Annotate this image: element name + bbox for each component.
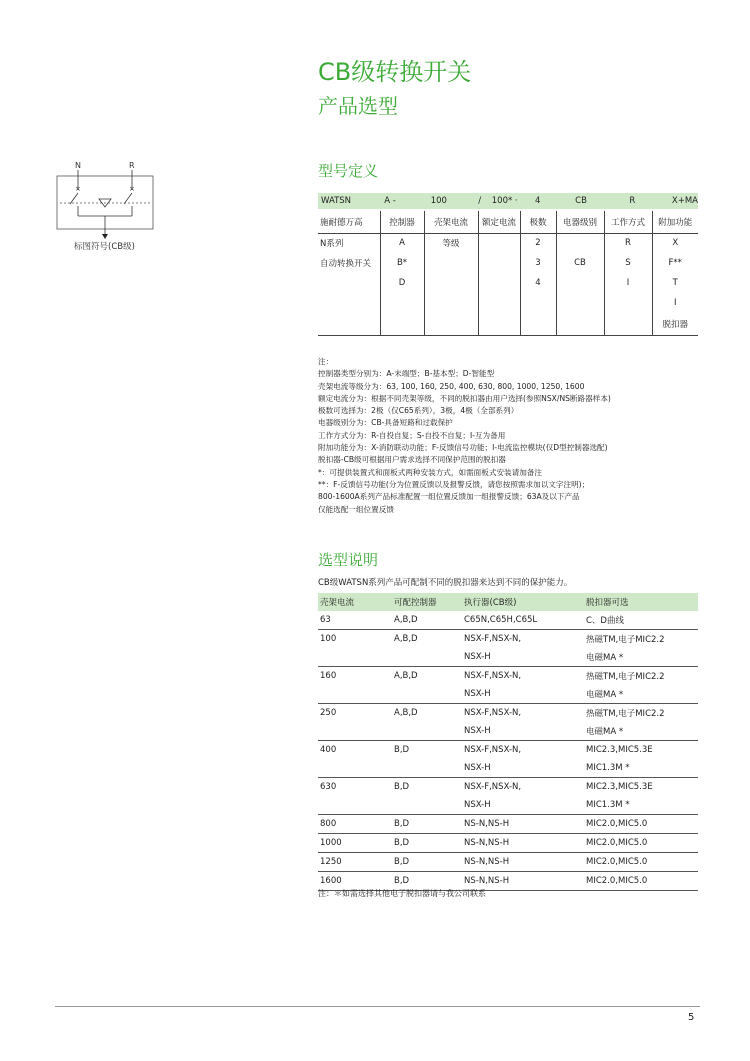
table-cell: A,B,D [392,611,462,630]
table-row [318,778,698,797]
model-cell [318,273,380,293]
model-cell [520,293,556,313]
code-cell: X+MA [664,193,698,209]
model-cell [380,313,424,335]
table-cell: MIC2.3,MIC5.3E [586,745,653,755]
code-cell: CB [565,193,617,209]
selection-header-row [318,593,698,611]
table-cell: A,B,D [394,671,418,681]
model-label: 施耐德万高 [318,211,380,233]
table-cell: 1250 [318,853,392,872]
note-line: *：可提供装置式和面板式两种安装方式，如需面板式安装请加备注 [318,467,543,477]
table-cell: B,D [392,853,462,872]
table-cell: A,B,D [394,634,418,644]
table-cell: NSX-F,NSX-N, [464,634,522,644]
table-cell: NS-N,NS-H [462,872,584,891]
model-label-row [318,211,698,233]
table-cell: NSX-H [462,759,584,778]
model-label: 极数 [520,211,556,233]
table-cell: 630 [320,782,337,792]
table-row [318,815,698,834]
model-code-row [318,193,698,209]
table-cell [392,759,462,778]
model-cell: B* [380,253,424,273]
table-cell [392,796,462,815]
table-row [318,834,698,853]
model-label: 控制器 [380,211,424,233]
table-cell: MIC1.3M * [584,759,698,778]
table-cell [392,722,462,741]
model-cell [424,273,478,293]
table-row [318,722,698,741]
model-cell: T [652,273,698,293]
selection-intro: CB级WATSN系列产品可配制不同的脱扣器来达到不同的保护能力。 [318,578,573,588]
code-cell: WATSN [318,193,381,209]
model-row [318,293,698,313]
column-header: 脱扣器可选 [584,593,698,611]
note-line: 附加功能分为：X-消防联动功能；F-反馈信号功能；I-电流监控模块(仅D型控制器选配) [318,443,608,453]
note-line: 800-1600A系列产品标准配置一组位置反馈加一组报警反馈；63A及以下产品 [318,492,580,502]
model-cell [478,313,520,335]
table-cell: NS-N,NS-H [462,834,584,853]
svg-text:×: × [75,185,81,193]
notes-block [318,356,611,516]
code-cell: A - [381,193,418,209]
table-cell [318,722,392,741]
table-cell: 电磁MA * [584,722,698,741]
model-cell: 4 [520,273,556,293]
table-cell [318,685,392,704]
model-cell [556,273,604,293]
model-row [318,253,698,273]
table-cell: C65N,C65H,C65L [462,611,584,630]
code-cell: 100 [419,193,476,209]
table-row [318,667,698,686]
model-label: 工作方式 [604,211,652,233]
table-cell [318,796,392,815]
section-heading-model: 型号定义 [318,162,379,180]
table-cell: NSX-H [462,648,584,667]
table-cell: B,D [394,782,410,792]
table-cell: A,B,D [394,708,418,718]
model-label: 电器级别 [556,211,604,233]
model-cell: 自动转换开关 [320,259,372,269]
model-cell [424,293,478,313]
selection-table [318,593,698,891]
table-cell [318,648,392,667]
model-cell: CB [556,253,604,273]
table-cell: MIC2.0,MIC5.0 [584,872,698,891]
table-cell: NSX-F,NSX-N, [464,745,522,755]
table-cell [318,759,392,778]
model-cell: 脱扣器 [652,313,698,335]
model-label: 壳架电流 [424,211,478,233]
code-cell: 4 [532,193,565,209]
table-row [318,648,698,667]
table-cell: 热磁TM,电子MIC2.2 [586,672,665,682]
model-cell [604,313,652,335]
section-heading-selection: 选型说明 [318,551,379,569]
table-cell: 250 [320,708,337,718]
model-cell: I [652,293,698,313]
model-cell: S [604,253,652,273]
model-cell: 2 [520,233,556,253]
table-row [318,630,698,649]
table-cell: MIC2.0,MIC5.0 [584,853,698,872]
model-cell [604,293,652,313]
code-cell: / [475,193,489,209]
table-cell: NS-N,NS-H [462,853,584,872]
symbol-label-r: R [129,161,135,170]
note-line: 极数可选择为：2极（仅C65系列），3极，4极（全部系列） [318,406,519,416]
column-header: 可配控制器 [392,593,462,611]
table-cell: 800 [318,815,392,834]
table-cell: 热磁TM,电子MIC2.2 [586,635,665,645]
note-line: 壳架电流等级分为：63, 100, 160, 250, 400, 630, 800, 1000, 1250, 1600 [318,381,585,391]
code-cell: 100* · [489,193,532,209]
model-cell [556,233,604,253]
table-cell: NSX-H [462,796,584,815]
model-cell [380,293,424,313]
model-cell: I [604,273,652,293]
model-row [318,233,698,253]
page-subtitle: 产品选型 [318,94,398,118]
model-row [318,313,698,335]
footer-divider [55,1006,700,1007]
code-cell: R [617,193,664,209]
table-cell: 电磁MA * [584,648,698,667]
table-cell: 400 [320,745,337,755]
model-cell: D [380,273,424,293]
model-cell [556,313,604,335]
table-row [318,741,698,760]
table-row [318,685,698,704]
table-cell: 160 [320,671,337,681]
page-title: CB级转换开关 [318,58,472,86]
note-line: 额定电流分为：根据不同壳架等级，不同的脱扣器由用户选择(参照NSX/NS断路器样本) [318,393,611,403]
table-cell: B,D [394,745,410,755]
model-cell: F** [652,253,698,273]
model-cell [424,253,478,273]
model-cell: 3 [520,253,556,273]
model-cell: A [380,233,424,253]
model-labels-table [318,211,698,336]
model-cell [318,293,380,313]
note-line: 仅能选配一组位置反馈 [318,504,394,514]
model-cell: X [652,233,698,253]
table-cell: MIC2.3,MIC5.3E [586,782,653,792]
table-cell: NSX-H [462,685,584,704]
table-cell: 100 [320,634,337,644]
table-cell: 1600 [318,872,392,891]
table-cell: NSX-F,NSX-N, [464,782,522,792]
table-cell: B,D [392,815,462,834]
model-cell [556,293,604,313]
page-number: 5 [688,1012,695,1023]
model-cell [424,313,478,335]
table-cell [392,648,462,667]
selection-footnote: 注：＊如需选择其他电子脱扣器请与我公司联系 [318,889,486,898]
column-header: 执行器(CB级) [462,593,584,611]
table-cell: MIC2.0,MIC5.0 [584,815,698,834]
model-definition-table [318,193,698,209]
note-line: 控制器类型分别为：A-末端型；B-基本型；D-智能型 [318,369,495,379]
symbol-label-n: N [75,161,81,170]
model-cell [478,293,520,313]
table-cell [392,685,462,704]
table-row [318,796,698,815]
model-cell: N系列 [320,239,344,250]
svg-text:×: × [129,185,135,193]
note-line: **：F-反馈信号功能(分为位置反馈以及报警反馈，请您按照需求加以文字注明)； [318,479,590,489]
table-row [318,853,698,872]
table-cell: MIC1.3M * [584,796,698,815]
table-cell: 1000 [318,834,392,853]
column-header: 壳架电流 [318,593,392,611]
model-cell [520,313,556,335]
table-row [318,759,698,778]
arrow-down-icon [102,234,108,239]
model-cell [478,233,520,253]
table-row [318,704,698,723]
symbol-caption: 标图符号(CB级) [74,242,135,252]
note-line: 电器级别分为：CB-具备短路和过载保护 [318,418,453,428]
table-cell: 电磁MA * [584,685,698,704]
table-cell: MIC2.0,MIC5.0 [584,834,698,853]
table-cell: B,D [392,872,462,891]
note-line: 脱扣器-CB级可根据用户需求选择不同保护范围的脱扣器 [318,455,506,465]
table-cell: 63 [318,611,392,630]
model-cell [478,273,520,293]
model-cell [478,253,520,273]
model-cell: 等级 [424,233,478,253]
table-cell: NS-N,NS-H [462,815,584,834]
table-cell: C、D曲线 [584,611,698,630]
model-label: 额定电流 [478,211,520,233]
note-line: 工作方式分为：R-自投自复；S-自投不自复；I-互为备用 [318,430,506,440]
table-cell: NSX-F,NSX-N, [464,708,522,718]
model-row [318,273,698,293]
model-cell [318,313,380,335]
model-cell: R [604,233,652,253]
note-line: 注： [318,357,334,366]
table-cell: NSX-F,NSX-N, [464,671,522,681]
table-cell: B,D [392,834,462,853]
table-cell: 热磁TM,电子MIC2.2 [586,709,665,719]
model-label: 附加功能 [652,211,698,233]
table-row [318,611,698,630]
table-cell: NSX-H [462,722,584,741]
